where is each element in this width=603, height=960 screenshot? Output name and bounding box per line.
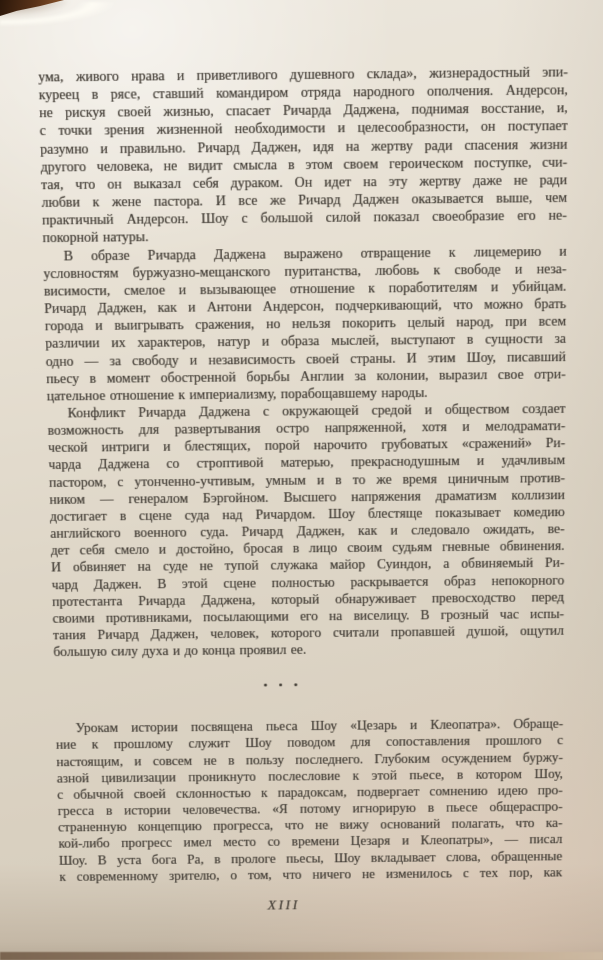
- text-line: кой-либо прогресс имел место со времени Цезаря и Клеопатры», — писал: [58, 833, 563, 852]
- page-content: [38, 64, 568, 915]
- text-line: различии их характеров, натур и образа мыслей, выступают в сущности за: [45, 332, 567, 352]
- text-line: азной цивилизации проникнуто послесловие к этой пьесе, в котором Шоу,: [56, 767, 563, 787]
- text-line: Шоу. В уста бога Ра, в прологе пьесы, Шоу вкладывает слова, обращенные: [58, 849, 563, 869]
- text-line: чард Даджен. В этой сцене полностью раскрывается образ непокорного: [51, 573, 565, 593]
- text-line: страненную концепцию прогресса, что не вижу оснований полагать, что ка-: [57, 817, 563, 836]
- text-line: к современному зрителю, о том, что ничего не изменилось с тех пор, как: [59, 866, 563, 885]
- text-line: с обычной своей склонностью к парадоксам, подвергает сомнению идею про-: [57, 784, 563, 803]
- text-line: висимости, смелое и вызывающее отношение к поработителям и убийцам.: [43, 279, 567, 300]
- text-line: цательное отношение к империализму, порабощавшему народы.: [46, 386, 428, 405]
- text-line: своими противниками, посылающими его на виселицу. В грозный час испы-: [52, 607, 565, 627]
- text-line: В образе Ричарда Даджена выражено отвращение к лицемерию и: [63, 244, 567, 264]
- text-line: покорной натуры.: [42, 230, 149, 247]
- text-line: чарда Даджена со строптивой матерью, прекраснодушным и удачливым: [48, 454, 566, 474]
- text-line: разумно и правильно. Ричард Даджен, идя на жертву ради спасения жизни: [39, 137, 568, 158]
- text-line: одно — за свободу и независимость своей страны. И этим Шоу, писавший: [45, 350, 566, 370]
- page-bottom-edge-shadow: [0, 952, 603, 960]
- text-line: большую силу духа и до конца проявил ее.: [53, 643, 307, 660]
- page-corner-highlight: [0, 2, 130, 34]
- text-line: возможность для развертывания остро напряженной, хотя и мелодрамати-: [47, 419, 566, 439]
- text-line: Ричард Даджен, как и Антони Андерсон, подчеркивающий, что можно брать: [44, 297, 567, 317]
- text-line: практичный Андерсон. Шоу с большой силой показал своеобразие его не-: [41, 209, 567, 229]
- text-line: ума, живого нрава и приветливого душевного склада», жизнерадостный эпи-: [38, 65, 569, 86]
- text-line: условностям буржуазно-мещанского пуританства, любовь к свободе и неза-: [43, 262, 567, 282]
- text-line: протестанта Ричарда Даджена, который обнаруживает превосходство перед: [51, 590, 565, 610]
- text-line: английского военного суда. Ричард Даджен, как и следовало ожидать, ве-: [50, 522, 565, 542]
- text-line: любви к жене пастора. И все же Ричард Даджен оказывается выше, чем: [41, 191, 568, 211]
- text-line: Урокам истории посвящена пьеса Шоу «Цезарь и Клеопатра». Обраще-: [75, 717, 564, 737]
- text-line: ческой интриги и блестящих, порой нарочито грубоватых «сражений» Ри-: [47, 436, 566, 456]
- section-separator-dots: • • •: [263, 678, 300, 693]
- text-line: тая, что он выказал себя дураком. Он идет на эту жертву даже не ради: [40, 173, 568, 194]
- text-line: не рискуя своей жизнью, спасает Ричарда Даджена, поднимая восстание, и,: [39, 101, 568, 122]
- text-line: ние к прошлому служит Шоу поводом для сопоставления прошлого с: [55, 734, 564, 753]
- text-line: ником — генералом Бэргойном. Высшего напряжения драматизм коллизии: [49, 488, 565, 508]
- text-line: города и выигрывать сражения, но нельзя покорить целый народ, при всем: [44, 315, 567, 335]
- text-line: тания Ричард Даджен, человек, которого считали пропавшей душой, ощутил: [52, 624, 564, 644]
- text-line: гресса в истории человечества. «Я потому игнорирую в пьесе общераспро-: [57, 800, 563, 819]
- page-number: XIII: [267, 898, 300, 914]
- text-line: с точки зрения жизненной необходимости и целесообразности, он поступает: [39, 119, 568, 140]
- text-line: дет себя смело и достойно, бросая в лицо своим судьям гневные обвинения.: [50, 539, 565, 559]
- text-block-1: [38, 64, 568, 661]
- text-block-2: [55, 717, 563, 886]
- text-line: пастором, с утонченно-учтивым, умным и в то же время циничным против-: [48, 471, 566, 491]
- text-line: настоящим, и совсем не в пользу последнего. Глубоким осуждением буржу-: [56, 751, 564, 770]
- text-line: И обвиняет на суде не тупой служака майор Суиндон, а обвиняемый Ри-: [51, 556, 565, 576]
- text-line: другого человека, не видит смысла в этом своем героическом поступке, счи-: [40, 155, 568, 176]
- text-line: Конфликт Ричарда Даджена с окружающей средой и обществом создает: [67, 402, 566, 422]
- text-line: куреец в рясе, ставший командиром отряда народного ополчения. Андерсон,: [38, 83, 568, 104]
- text-line: пьесу в момент обостренной борьбы Англии за колонии, выразил свое отри-: [46, 367, 566, 387]
- text-line: достигает в сцене суда над Ричардом. Шоу блестяще показывает комедию: [49, 505, 565, 525]
